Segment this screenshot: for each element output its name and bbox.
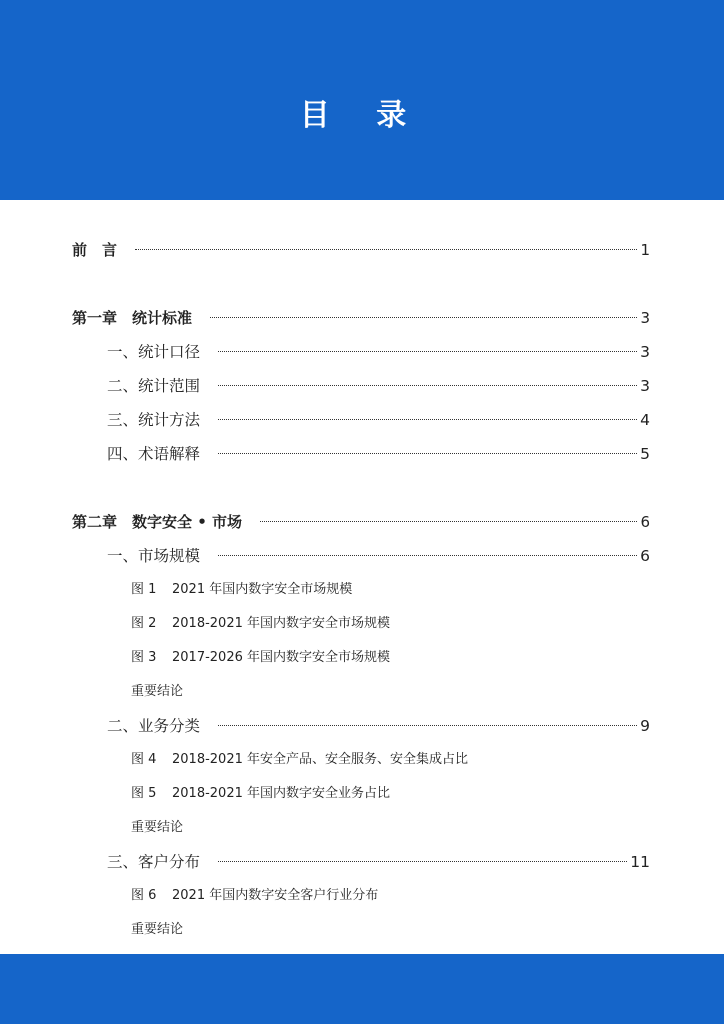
toc-entry-ch1-section-3[interactable] bbox=[107, 408, 650, 432]
toc-leader bbox=[260, 521, 637, 522]
toc-entry-chapter-2[interactable] bbox=[72, 510, 650, 534]
toc-label: 前 言 bbox=[72, 241, 118, 259]
toc-page-number: 1 bbox=[640, 241, 650, 259]
toc-page-number: 3 bbox=[640, 377, 650, 395]
toc-label: 二、统计范围 bbox=[107, 377, 201, 395]
figure-number: 图 1 bbox=[131, 582, 157, 597]
figure-number: 图 3 bbox=[131, 650, 157, 665]
toc-page-number: 6 bbox=[640, 547, 650, 565]
toc-conclusion-3[interactable]: 重要结论 bbox=[131, 922, 184, 937]
toc-page-number: 11 bbox=[630, 853, 650, 871]
toc-figure-2[interactable] bbox=[131, 614, 390, 634]
figure-title: 2018-2021 年国内数字安全业务占比 bbox=[172, 786, 390, 801]
toc-leader bbox=[218, 385, 637, 386]
toc-leader bbox=[218, 351, 637, 352]
figure-title: 2017-2026 年国内数字安全市场规模 bbox=[172, 650, 390, 665]
toc-label: 第二章 数字安全 • 市场 bbox=[72, 513, 243, 531]
toc-leader bbox=[218, 555, 637, 556]
toc-label: 四、术语解释 bbox=[107, 445, 201, 463]
figure-title: 2021 年国内数字安全客户行业分布 bbox=[172, 888, 379, 903]
toc-entry-preface[interactable] bbox=[72, 238, 650, 262]
toc-conclusion-2[interactable]: 重要结论 bbox=[131, 820, 184, 835]
figure-title: 2021 年国内数字安全市场规模 bbox=[172, 582, 353, 597]
footer-band bbox=[0, 954, 724, 1024]
toc-label: 二、业务分类 bbox=[107, 717, 201, 735]
toc-entry-ch1-section-2[interactable] bbox=[107, 374, 650, 398]
figure-number: 图 2 bbox=[131, 616, 157, 631]
toc-leader bbox=[135, 249, 637, 250]
toc-page-number: 9 bbox=[640, 717, 650, 735]
toc-leader bbox=[218, 453, 637, 454]
figure-number: 图 5 bbox=[131, 786, 157, 801]
toc-entry-ch2-section-3[interactable] bbox=[107, 850, 650, 874]
toc-entry-ch1-section-4[interactable] bbox=[107, 442, 650, 466]
toc-figure-5[interactable] bbox=[131, 784, 390, 804]
toc-figure-6[interactable] bbox=[131, 886, 378, 906]
toc-leader bbox=[218, 861, 627, 862]
toc-label: 一、统计口径 bbox=[107, 343, 201, 361]
toc-leader bbox=[218, 725, 637, 726]
figure-title: 2018-2021 年安全产品、安全服务、安全集成占比 bbox=[172, 752, 468, 767]
toc-entry-ch2-section-2[interactable] bbox=[107, 714, 650, 738]
toc-page-number: 3 bbox=[640, 309, 650, 327]
header-band bbox=[0, 0, 724, 200]
toc-conclusion-1[interactable]: 重要结论 bbox=[131, 684, 184, 699]
toc-leader bbox=[210, 317, 637, 318]
page-title: 目 录 bbox=[299, 98, 425, 133]
toc-page-number: 5 bbox=[640, 445, 650, 463]
toc-entry-ch1-section-1[interactable] bbox=[107, 340, 650, 364]
toc-label: 三、客户分布 bbox=[107, 853, 201, 871]
toc-leader bbox=[218, 419, 637, 420]
figure-number: 图 6 bbox=[131, 888, 157, 903]
toc-label: 一、市场规模 bbox=[107, 547, 201, 565]
toc-figure-1[interactable] bbox=[131, 580, 352, 600]
toc-entry-chapter-1[interactable] bbox=[72, 306, 650, 330]
figure-title: 2018-2021 年国内数字安全市场规模 bbox=[172, 616, 390, 631]
toc-figure-4[interactable] bbox=[131, 750, 468, 770]
figure-number: 图 4 bbox=[131, 752, 157, 767]
toc-page-number: 6 bbox=[640, 513, 650, 531]
toc-page-number: 3 bbox=[640, 343, 650, 361]
toc-figure-3[interactable] bbox=[131, 648, 390, 668]
toc-page-number: 4 bbox=[640, 411, 650, 429]
toc-entry-ch2-section-1[interactable] bbox=[107, 544, 650, 568]
toc-label: 第一章 统计标准 bbox=[72, 309, 193, 327]
toc-label: 三、统计方法 bbox=[107, 411, 201, 429]
